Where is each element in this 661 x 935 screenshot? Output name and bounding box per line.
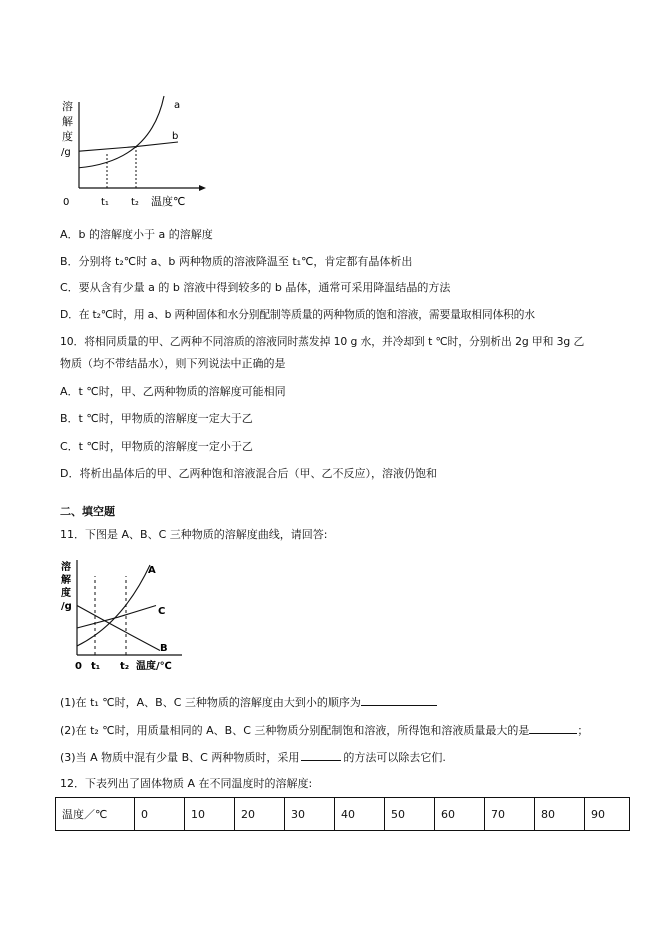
table-cell-temp: 90 bbox=[585, 798, 630, 831]
q11-sub1-text: (1)在 t₁ ℃时，A、B、C 三种物质的溶解度由大到小的顺序为 bbox=[60, 696, 361, 709]
solubility-chart-q11 bbox=[58, 558, 198, 678]
table-cell-temp: 60 bbox=[435, 798, 485, 831]
chart2-series-label-a: A bbox=[148, 565, 156, 576]
chart1-line-b bbox=[79, 142, 178, 151]
q10-option-d: D．将析出晶体后的甲、乙两种饱和溶液混合后（甲、乙不反应），溶液仍饱和 bbox=[60, 467, 437, 480]
chart1-curve-a bbox=[79, 96, 164, 168]
q9-option-b: B．分别将 t₂℃时 a、b 两种物质的溶液降温至 t₁℃，肯定都有晶体析出 bbox=[60, 255, 413, 268]
chart1-xtick-t2: t₂ bbox=[131, 197, 139, 208]
chart2-series-label-c: C bbox=[158, 606, 166, 617]
q11-sub2-answer-blank[interactable] bbox=[529, 723, 577, 734]
chart2-ylabel-char-3: 度 bbox=[61, 588, 71, 599]
q9-option-c: C．要从含有少量 a 的 b 溶液中得到较多的 b 晶体，通常可采用降温结晶的方法 bbox=[60, 281, 451, 294]
chart2-origin: 0 bbox=[75, 661, 82, 672]
table-cell-temp: 20 bbox=[235, 798, 285, 831]
q11-sub3-answer-blank[interactable] bbox=[301, 750, 341, 761]
chart1-origin: 0 bbox=[63, 197, 70, 208]
table-cell-temp: 50 bbox=[385, 798, 435, 831]
chart1-ylabel-char-2: 解 bbox=[62, 115, 73, 128]
chart2-curve-b bbox=[77, 606, 160, 651]
chart1-ylabel-char-4: /g bbox=[61, 147, 71, 158]
chart2-xtick-t2: t₂ bbox=[120, 661, 130, 672]
q12-temperature-table bbox=[55, 797, 630, 831]
chart2-series-label-b: B bbox=[160, 643, 168, 654]
chart1-series-label-b: b bbox=[172, 131, 179, 142]
q11-sub3 bbox=[60, 750, 446, 765]
q11-sub3-text-a: (3)当 A 物质中混有少量 B、C 两种物质时，采用 bbox=[60, 751, 300, 764]
table-row-header: 温度／℃ bbox=[56, 798, 135, 831]
chart1-series-label-a: a bbox=[174, 100, 181, 111]
chart2-ylabel-char-2: 解 bbox=[61, 575, 71, 586]
q11-sub1-answer-blank[interactable] bbox=[361, 695, 437, 706]
q11-sub2-text: (2)在 t₂ ℃时，用质量相同的 A、B、C 三种物质分别配制饱和溶液，所得饱和溶液质量最大的是 bbox=[60, 724, 530, 737]
q10-stem-line1: 10．将相同质量的甲、乙两种不同溶质的溶液同时蒸发掉 10 g 水，并冷却到 t ℃时，分别析出 2g 甲和 3g 乙 bbox=[60, 335, 585, 348]
chart1-ylabel-char-3: 度 bbox=[62, 130, 73, 143]
chart1-xlabel: 温度℃ bbox=[151, 195, 186, 208]
chart2-xtick-t1: t₁ bbox=[91, 661, 101, 672]
q9-option-d: D．在 t₂℃时，用 a、b 两种固体和水分别配制等质量的两种物质的饱和溶液，需要量取相同体积的水 bbox=[60, 308, 535, 321]
chart2-ylabel-char-1: 溶 bbox=[61, 562, 71, 573]
chart1-ylabel-char-1: 溶 bbox=[62, 100, 73, 113]
chart1-x-arrow bbox=[199, 185, 206, 191]
chart2-xlabel: 温度/℃ bbox=[136, 661, 172, 672]
q11-sub3-text-b: 的方法可以除去它们. bbox=[343, 751, 446, 764]
section2-title: 二、填空题 bbox=[60, 505, 115, 518]
chart2-ylabel-char-4: /g bbox=[61, 601, 72, 612]
q9-option-a: A．b 的溶解度小于 a 的溶解度 bbox=[60, 228, 213, 241]
table-cell-temp: 30 bbox=[285, 798, 335, 831]
q11-stem: 11．下图是 A、B、C 三种物质的溶解度曲线，请回答: bbox=[60, 528, 328, 541]
table-row bbox=[56, 798, 630, 831]
table-cell-temp: 80 bbox=[535, 798, 585, 831]
table-cell-temp: 70 bbox=[485, 798, 535, 831]
q10-option-a: A．t ℃时，甲、乙两种物质的溶解度可能相同 bbox=[60, 385, 286, 398]
table-cell-temp: 0 bbox=[135, 798, 185, 831]
q11-sub2 bbox=[60, 723, 588, 738]
q11-sub2-end: ； bbox=[577, 724, 589, 737]
table-cell-temp: 40 bbox=[335, 798, 385, 831]
q10-option-c: C．t ℃时，甲物质的溶解度一定小于乙 bbox=[60, 440, 253, 453]
table-cell-temp: 10 bbox=[185, 798, 235, 831]
chart2-curve-a bbox=[77, 565, 150, 646]
q12-stem: 12．下表列出了固体物质 A 在不同温度时的溶解度: bbox=[60, 777, 313, 790]
q10-stem-line2: 物质（均不带结晶水），则下列说法中正确的是 bbox=[60, 357, 286, 370]
chart1-xtick-t1: t₁ bbox=[101, 197, 109, 208]
q11-sub1 bbox=[60, 695, 437, 710]
solubility-chart-q9 bbox=[58, 92, 218, 212]
q10-option-b: B．t ℃时，甲物质的溶解度一定大于乙 bbox=[60, 412, 253, 425]
